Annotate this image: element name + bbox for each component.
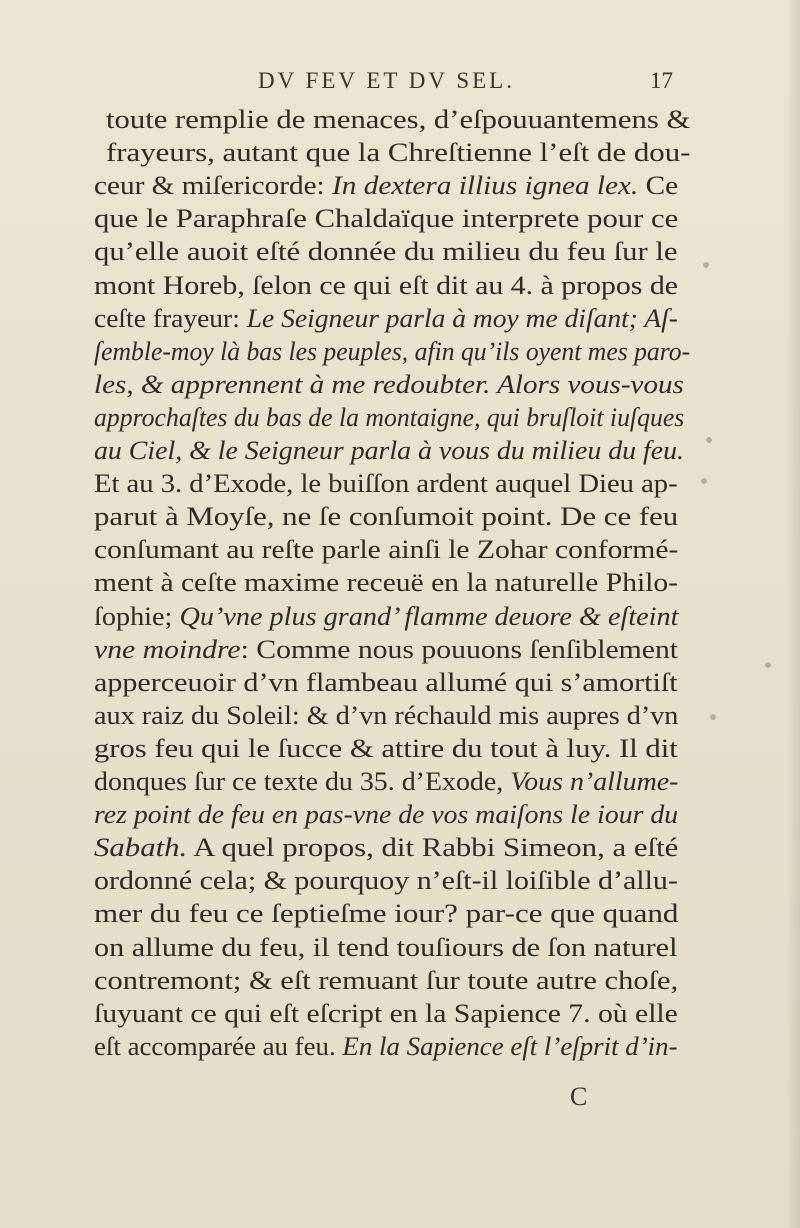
- roman-text: : Comme nous pouuons ſenſiblement: [240, 634, 679, 664]
- text-line: [94, 1029, 678, 1065]
- text-line: [94, 400, 684, 436]
- roman-text: frayeurs, autant que la Chreſtienne l’eſt de dou-: [106, 138, 691, 168]
- italic-text: In dextera illius ignea lex.: [332, 171, 639, 201]
- text-line: [94, 433, 684, 469]
- foxing-spot: [703, 262, 709, 268]
- roman-text: Et au 3. d’Exode, le buiſſon ardent auquel Dieu ap-: [94, 469, 678, 499]
- text-line: [94, 963, 678, 999]
- text-line: [94, 632, 678, 668]
- roman-text: ordonné cela; & pourquoy n’eſt-il loiſible d’allu-: [94, 866, 678, 896]
- text-line: [94, 301, 678, 337]
- roman-text: que le Paraphraſe Chaldaïque interprete pour ce: [94, 204, 679, 234]
- roman-text: toute remplie de menaces, d’eſpouuantemens &: [106, 105, 691, 134]
- text-line: [94, 930, 677, 966]
- roman-text: ſuyuant ce qui eſt eſcript en la Sapience 7. où elle: [94, 998, 678, 1028]
- page-edge-shadow: [786, 0, 800, 1228]
- italic-text: Qu’vne plus grand’ flamme deuore & eſteint: [179, 601, 679, 631]
- foxing-spot: [765, 662, 771, 668]
- italic-text: les, & apprennent à me redoubter. Alors vous-vous: [94, 369, 684, 399]
- text-line: [94, 665, 678, 701]
- roman-text: mont Horeb, ſelon ce qui eſt dit au 4. à propos de: [94, 270, 679, 300]
- roman-text: ſophie;: [94, 601, 180, 631]
- roman-text: ment à ceſte maxime receuë en la naturelle Philo-: [94, 568, 678, 598]
- foxing-spot: [710, 714, 716, 720]
- text-line: [94, 797, 678, 833]
- text-line: [94, 234, 677, 270]
- italic-text: En la Sapience eſt l’eſprit d’in-: [342, 1031, 678, 1061]
- roman-text: eſt accomparée au feu.: [94, 1031, 343, 1061]
- italic-text: Vous n’allume-: [510, 767, 679, 796]
- text-line: [94, 896, 678, 932]
- text-line: [106, 102, 690, 138]
- roman-text: on allume du feu, il tend touſiours de ſon naturel: [94, 932, 678, 962]
- text-line: [94, 830, 678, 866]
- page-header: [0, 68, 800, 102]
- roman-text: A quel propos, dit Rabbi Simeon, a eſté: [187, 833, 679, 863]
- roman-text: contremont; & eſt remuant ſur toute autre choſe,: [94, 965, 679, 995]
- roman-text: donques ſur ce texte du 35. d’Exode,: [94, 767, 511, 796]
- text-line: [94, 731, 678, 767]
- roman-text: ceſte frayeur:: [94, 303, 247, 333]
- roman-text: parut à Moyſe, ne ſe conſumoit point. De ce feu: [94, 502, 679, 532]
- italic-text: au Ciel, & le Seigneur parla à vous du milieu du feu.: [94, 436, 685, 465]
- text-line: [94, 565, 678, 601]
- italic-text: approchaſtes du bas de la montaigne, qui bruſloit iuſques: [94, 402, 685, 432]
- roman-text: Ce: [638, 171, 679, 201]
- roman-text: mer du feu ce ſeptieſme iour? par-ce que quand: [94, 899, 679, 929]
- running-title: DV FEV ET DV SEL.: [258, 68, 515, 93]
- roman-text: ceur & miſericorde:: [94, 171, 333, 201]
- foxing-spot: [706, 437, 712, 443]
- text-line: [94, 499, 678, 535]
- roman-text: apperceuoir d’vn flambeau allumé qui s’amortiſt: [94, 667, 678, 697]
- italic-text: Sabath.: [94, 833, 188, 863]
- text-line: [94, 466, 678, 502]
- roman-text: qu’elle auoit eſté donnée du milieu du feu ſur le: [94, 237, 678, 267]
- italic-text: ſemble-moy là bas les peuples, afin qu’ils oyent mes paro-: [94, 336, 691, 366]
- italic-text: rez point de feu en pas-vne de vos maiſons le iour du: [94, 800, 679, 830]
- page-number: 17: [650, 68, 673, 93]
- text-line: [94, 764, 678, 800]
- italic-text: Le Seigneur parla à moy me diſant; Aſ-: [246, 303, 678, 333]
- text-line: [94, 599, 678, 635]
- text-line: [94, 996, 678, 1032]
- italic-text: vne moindre: [94, 634, 241, 664]
- text-line: [94, 863, 678, 899]
- text-line: [106, 135, 690, 171]
- text-line: [94, 698, 678, 734]
- text-line: [94, 201, 678, 237]
- text-line: [94, 268, 678, 304]
- text-line: [94, 334, 690, 370]
- signature-mark: C: [570, 1082, 588, 1111]
- roman-text: conſumant au reſte parle ainſi le Zohar conformé-: [94, 535, 679, 565]
- text-line: [94, 532, 678, 568]
- roman-text: gros feu qui le ſucce & attire du tout à luy. Il dit: [94, 733, 678, 763]
- foxing-spot: [701, 478, 707, 484]
- roman-text: aux raiz du Soleil: & d’vn réchauld mis aupres d’vn: [94, 700, 679, 730]
- text-line: [94, 168, 678, 204]
- text-line: [94, 367, 684, 403]
